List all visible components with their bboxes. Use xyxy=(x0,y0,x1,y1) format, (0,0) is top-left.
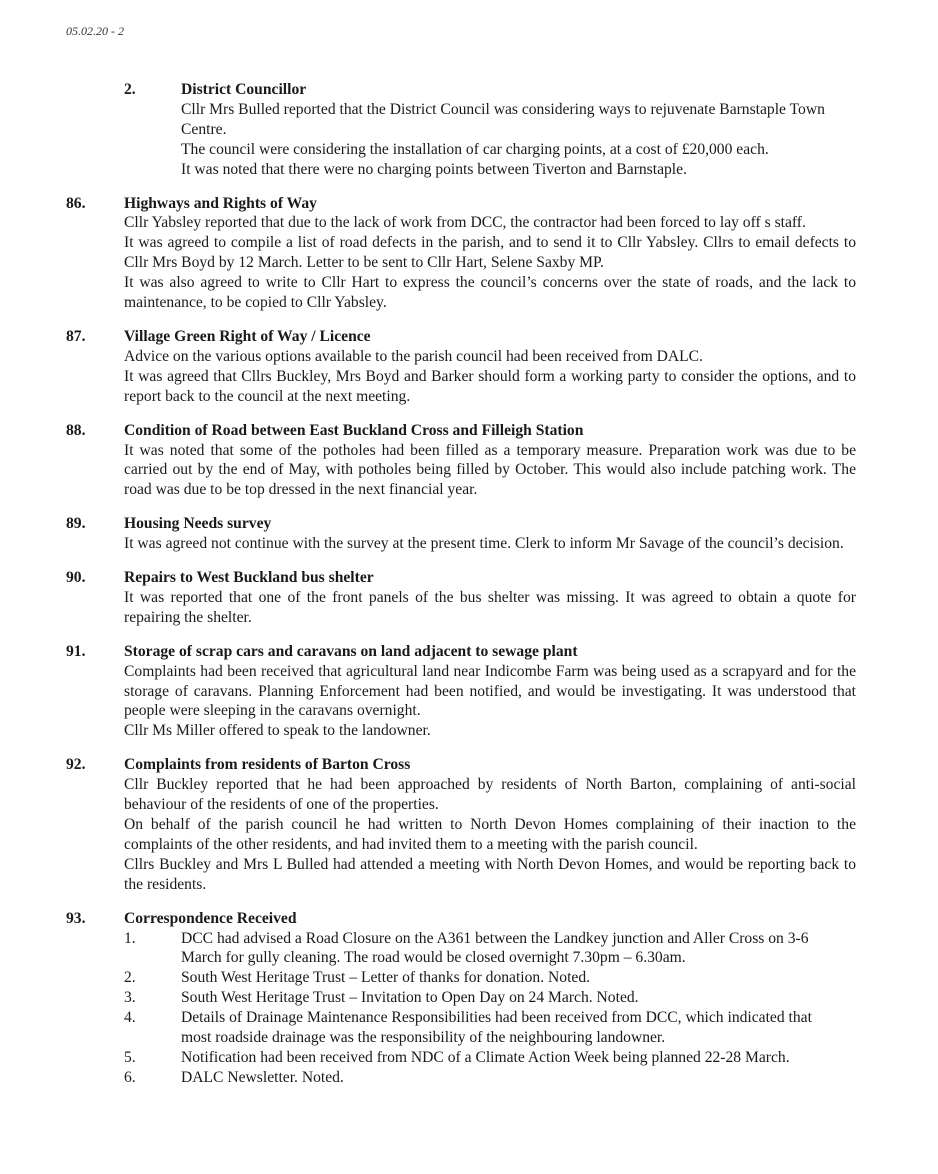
list-item xyxy=(124,1068,824,1088)
section-title: Storage of scrap cars and caravans on land adjacent to sewage plant xyxy=(124,642,578,660)
section-number: 88. xyxy=(66,421,86,439)
section-paragraph: It was agreed to compile a list of road defects in the parish, and to send it to Cllr Yabsley. Cllrs to email defects to Cllr Mrs Boyd by 12 March. Letter to be sent to Cllr Hart, Selene Saxby MP. xyxy=(124,234,856,272)
section-number: 92. xyxy=(66,756,86,774)
list-item-number: 6. xyxy=(124,1068,136,1086)
section-district-councillor xyxy=(66,80,856,180)
list-item-text: DALC Newsletter. Noted. xyxy=(181,1068,344,1086)
section-paragraph: Cllr Buckley reported that he had been approached by residents of North Barton, complaining of anti-social behaviour of the residents of one of the properties. xyxy=(124,776,856,814)
section-paragraph: Cllr Ms Miller offered to speak to the landowner. xyxy=(124,722,431,740)
list-item xyxy=(124,988,824,1008)
section-90 xyxy=(66,568,856,628)
section-number: 87. xyxy=(66,327,86,345)
correspondence-list xyxy=(124,929,824,1088)
section-paragraph: On behalf of the parish council he had written to North Devon Homes complaining of their inaction to the complaints of the other residents, and had invited them to a meeting with the parish council. xyxy=(124,816,856,853)
section-title: Repairs to West Buckland bus shelter xyxy=(124,569,374,587)
section-paragraph: Cllr Mrs Bulled reported that the District Council was considering ways to rejuvenate Barnstaple Town Centre. xyxy=(181,100,825,138)
list-item-text: Notification had been received from NDC of a Climate Action Week being planned 22-28 March. xyxy=(181,1048,790,1066)
section-paragraph: Complaints had been received that agricultural land near Indicombe Farm was being used as a scrapyard and for the storage of caravans. Planning Enforcement had been notified, and would be investigating. It was understood that people were sleeping in the caravans overnight. xyxy=(124,662,856,720)
section-title: Housing Needs survey xyxy=(124,515,272,533)
section-91 xyxy=(66,642,856,742)
section-title: District Councillor xyxy=(181,81,307,98)
list-item xyxy=(124,1048,824,1068)
section-paragraph: Cllrs Buckley and Mrs L Bulled had attended a meeting with North Devon Homes, and would be reporting back to the residents. xyxy=(124,855,856,893)
section-92 xyxy=(66,755,856,894)
section-number: 86. xyxy=(66,194,86,212)
section-88 xyxy=(66,421,856,501)
section-title: Highways and Rights of Way xyxy=(124,194,317,212)
section-paragraph: It was agreed that Cllrs Buckley, Mrs Boyd and Barker should form a working party to consider the options, and to report back to the council at the next meeting. xyxy=(124,367,856,405)
section-86 xyxy=(66,194,856,313)
section-87 xyxy=(66,327,856,407)
minutes-content xyxy=(66,80,856,1088)
section-paragraph: The council were considering the installation of car charging points, at a cost of £20,000 each. xyxy=(181,140,769,158)
section-number: 2. xyxy=(124,81,136,98)
section-number: 89. xyxy=(66,515,86,533)
section-number: 91. xyxy=(66,642,86,660)
section-paragraph: It was agreed not continue with the survey at the present time. Clerk to inform Mr Savage of the council’s decision. xyxy=(124,535,844,553)
section-number: 90. xyxy=(66,569,86,587)
list-item-text: South West Heritage Trust – Invitation to Open Day on 24 March. Noted. xyxy=(181,989,639,1007)
section-93 xyxy=(66,909,856,1088)
section-title: Village Green Right of Way / Licence xyxy=(124,327,371,345)
list-item-text: DCC had advised a Road Closure on the A361 between the Landkey junction and Aller Cross on 3-6 March for gully cleaning. The road would be closed overnight 7.30pm – 6.30am. xyxy=(181,929,809,967)
section-paragraph: It was noted that there were no charging points between Tiverton and Barnstaple. xyxy=(181,160,687,178)
section-number: 93. xyxy=(66,909,86,927)
list-item-text: Details of Drainage Maintenance Responsibilities had been received from DCC, which indicated that most roadside drainage was the responsibility of the neighbouring landowner. xyxy=(181,1009,812,1047)
page-header-ref: 05.02.20 - 2 xyxy=(66,24,124,38)
list-item xyxy=(124,1008,824,1048)
section-title: Complaints from residents of Barton Cross xyxy=(124,756,411,774)
section-paragraph: It was noted that some of the potholes had been filled as a temporary measure. Preparation work was due to be carried out by the end of May, with potholes being filled by October. This would also include patching work. The road was due to be top dressed in the next financial year. xyxy=(124,441,856,499)
list-item-number: 2. xyxy=(124,969,136,987)
list-item-number: 1. xyxy=(124,929,136,947)
section-paragraph: It was also agreed to write to Cllr Hart to express the council’s concerns over the state of roads, and the lack to maintenance, to be copied to Cllr Yabsley. xyxy=(124,274,856,312)
list-item xyxy=(124,929,824,969)
list-item-number: 4. xyxy=(124,1009,136,1027)
section-title: Condition of Road between East Buckland Cross and Filleigh Station xyxy=(124,421,584,439)
list-item-number: 5. xyxy=(124,1048,136,1066)
section-paragraph: Cllr Yabsley reported that due to the lack of work from DCC, the contractor had been forced to lay off s staff. xyxy=(124,214,806,232)
section-89 xyxy=(66,514,856,554)
list-item-text: South West Heritage Trust – Letter of thanks for donation. Noted. xyxy=(181,969,591,987)
section-title: Correspondence Received xyxy=(124,909,297,927)
list-item-number: 3. xyxy=(124,989,136,1007)
section-paragraph: It was reported that one of the front panels of the bus shelter was missing. It was agreed to obtain a quote for repairing the shelter. xyxy=(124,588,856,626)
list-item xyxy=(124,968,824,988)
section-paragraph: Advice on the various options available to the parish council had been received from DALC. xyxy=(124,347,703,365)
